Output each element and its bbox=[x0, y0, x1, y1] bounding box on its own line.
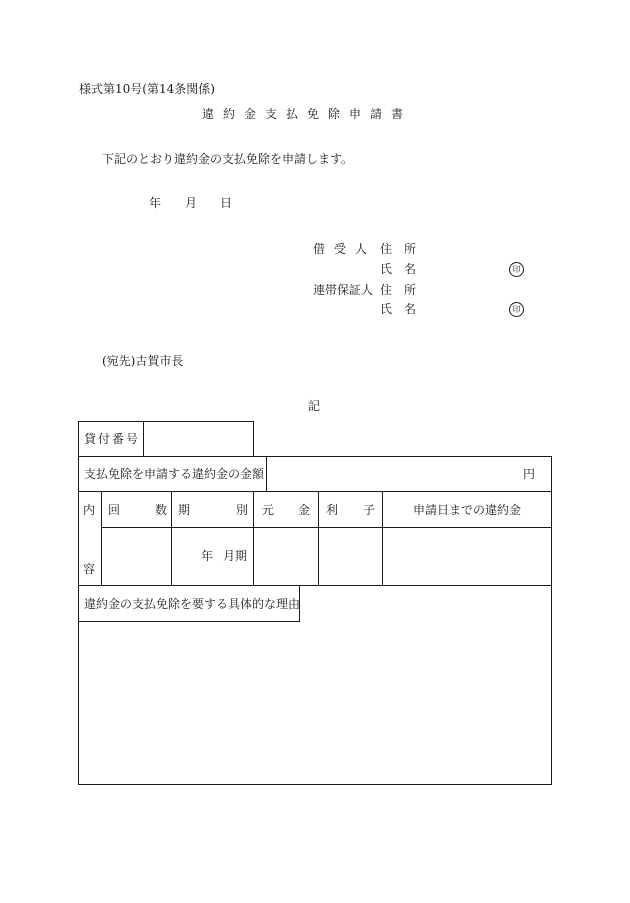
naiyo-label-top: 内 bbox=[83, 503, 96, 517]
form-number: 様式第10号(第14条関係) bbox=[79, 82, 215, 96]
col-header-shi: 子 bbox=[363, 503, 376, 517]
table-border bbox=[382, 491, 383, 586]
naiyo-label-bottom: 容 bbox=[83, 562, 96, 576]
table-border bbox=[143, 421, 144, 457]
period-month-label: 月期 bbox=[223, 549, 248, 563]
addressee: (宛先)古賀市長 bbox=[102, 354, 184, 368]
borrower-name-label: 氏 名 bbox=[380, 262, 417, 276]
col-header-penalty: 申請日までの違約金 bbox=[413, 503, 522, 517]
date-day-label: 日 bbox=[220, 196, 233, 210]
col-header-gen: 元 bbox=[262, 503, 275, 517]
guarantor-label: 連帯保証人 bbox=[313, 283, 374, 297]
guarantor-name-label: 氏 名 bbox=[380, 302, 417, 316]
col-header-betsu: 別 bbox=[236, 503, 249, 517]
table-border bbox=[78, 585, 552, 586]
loan-number-label: 貸付番号 bbox=[84, 432, 141, 446]
table-border bbox=[266, 456, 267, 492]
table-border bbox=[253, 421, 254, 457]
reason-label: 違約金の支払免除を要する具体的な理由 bbox=[84, 597, 301, 611]
ki-heading: 記 bbox=[308, 399, 321, 413]
intro-text: 下記のとおり違約金の支払免除を申請します。 bbox=[102, 152, 354, 166]
table-border bbox=[101, 527, 552, 528]
col-header-kin: 金 bbox=[298, 503, 311, 517]
guarantor-address-label: 住 所 bbox=[380, 283, 417, 297]
borrower-address-label: 住 所 bbox=[380, 242, 417, 256]
table-border bbox=[78, 456, 552, 457]
col-header-ki: 期 bbox=[178, 503, 191, 517]
form-title: 違約金支払免除申請書 bbox=[202, 107, 413, 121]
table-border bbox=[171, 491, 172, 586]
table-border bbox=[78, 784, 552, 785]
borrower-label: 借受人 bbox=[313, 242, 377, 256]
col-header-ri: 利 bbox=[326, 503, 339, 517]
yen-unit: 円 bbox=[523, 467, 536, 481]
col-header-su: 数 bbox=[155, 503, 168, 517]
table-border bbox=[318, 491, 319, 586]
table-border bbox=[101, 491, 102, 586]
table-border bbox=[78, 621, 300, 622]
guarantor-seal-icon: 印 bbox=[509, 302, 524, 317]
table-border bbox=[78, 491, 552, 492]
borrower-seal-icon: 印 bbox=[509, 262, 524, 277]
table-border bbox=[551, 456, 552, 785]
table-border bbox=[78, 421, 254, 422]
amount-label: 支払免除を申請する違約金の金額 bbox=[84, 467, 265, 481]
table-border bbox=[78, 421, 79, 785]
date-month-label: 月 bbox=[185, 196, 198, 210]
period-year-label: 年 bbox=[201, 549, 214, 563]
col-header-kai: 回 bbox=[108, 503, 121, 517]
date-year-label: 年 bbox=[149, 196, 162, 210]
table-border bbox=[253, 491, 254, 586]
